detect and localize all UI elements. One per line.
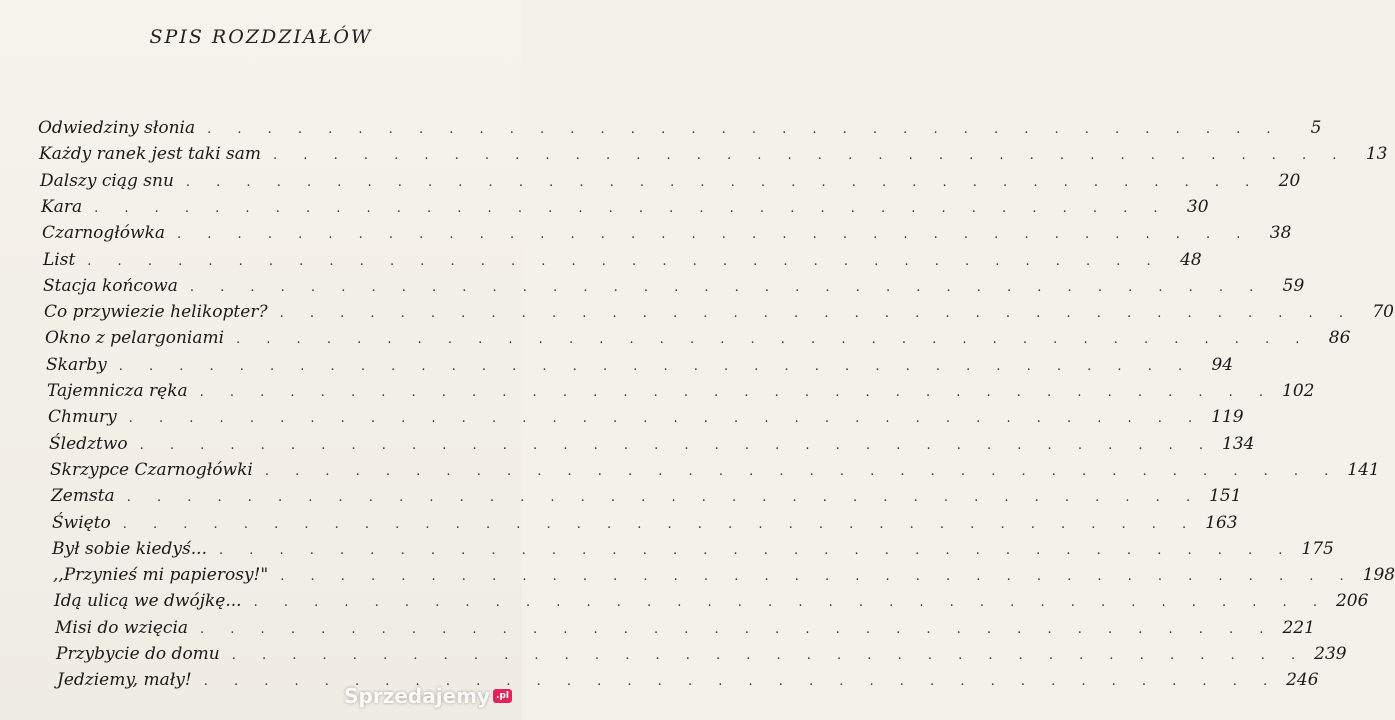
toc-leader-dots: . . . . . . . . . . . . . . . . . . . . . . . . . . . . . . . . . . . . xyxy=(118,359,1194,374)
toc-entry-page: 48 xyxy=(1180,250,1202,270)
toc-leader-dots: . . . . . . . . . . . . . . . . . . . . . . . . . . . . . . . . . . . . xyxy=(139,438,1215,453)
toc-entry xyxy=(45,325,1351,351)
toc-leader-dots: . . . . . . . . . . . . . . . . . . . . . . . . . . . . . . . . . . . . xyxy=(189,280,1265,295)
toc-entry-page: 221 xyxy=(1282,618,1315,638)
toc-entry-page: 86 xyxy=(1328,328,1351,348)
toc-entry xyxy=(39,141,1388,167)
toc-leader-dots: . . . . . . . . . . . . . . . . . . . . . . . . . . . . . . . . . . . . xyxy=(207,122,1282,137)
toc-entry-page: 246 xyxy=(1286,670,1319,690)
watermark-text: Sprzedajemy xyxy=(344,684,491,708)
toc-entry xyxy=(47,378,1315,404)
toc-entry-title: Tajemnicza ręka xyxy=(47,381,188,401)
table-of-contents xyxy=(0,115,1395,695)
toc-leader-dots: . . . . . . . . . . . . . . . . . . . . . . . . . . . . . . . . . . . . xyxy=(231,648,1307,663)
toc-entry xyxy=(49,431,1255,457)
toc-entry-title: Misi do wzięcia xyxy=(55,618,189,638)
toc-leader-dots: . . . . . . . . . . . . . . . . . . . . . . . . . . . . . . . . . . . . xyxy=(122,517,1198,532)
toc-entry-title: Idą ulicą we dwójkę... xyxy=(54,591,242,611)
toc-entry xyxy=(52,536,1334,562)
toc-entry xyxy=(50,457,1380,483)
toc-entry-title: Jedziemy, mały! xyxy=(57,670,192,690)
toc-entry-title: Zemsta xyxy=(51,486,115,506)
toc-leader-dots: . . . . . . . . . . . . . . . . . . . . . . . . . . . . . . . . . . . . xyxy=(177,227,1252,242)
toc-entry-title: Dalszy ciąg snu xyxy=(40,171,174,191)
toc-entry xyxy=(51,483,1242,509)
toc-entry-title: Stacja końcowa xyxy=(43,276,178,296)
toc-entry xyxy=(40,168,1301,194)
toc-leader-dots: . . . . . . . . . . . . . . . . . . . . . . . . . . . . . . . . . . . . xyxy=(199,385,1275,400)
toc-entry xyxy=(56,641,1347,667)
toc-entry-page: 239 xyxy=(1314,644,1347,664)
toc-entry-page: 151 xyxy=(1209,486,1242,506)
toc-entry-page: 102 xyxy=(1282,381,1315,401)
toc-entry xyxy=(55,615,1315,641)
toc-entry xyxy=(54,588,1369,614)
toc-leader-dots: . . . . . . . . . . . . . . . . . . . . . . . . . . . . . . . . . . . . xyxy=(185,175,1261,190)
toc-entry xyxy=(53,562,1395,588)
toc-entry-page: 59 xyxy=(1282,276,1305,296)
toc-leader-dots: . . . . . . . . . . . . . . . . . . . . . . . . . . . . . . . . . . . . xyxy=(128,411,1204,426)
toc-entry-page: 5 xyxy=(1310,118,1322,138)
toc-entry-page: 141 xyxy=(1347,460,1380,480)
toc-entry-page: 20 xyxy=(1278,171,1301,191)
toc-entry-title: Co przywiezie helikopter? xyxy=(44,302,268,322)
toc-entry-page: 119 xyxy=(1211,407,1244,427)
toc-leader-dots: . . . . . . . . . . . . . . . . . . . . . . . . . . . . . . . . . . . . xyxy=(264,464,1340,479)
toc-entry-title: Chmury xyxy=(48,407,117,427)
toc-entry-title: ,,Przynieś mi papierosy!" xyxy=(53,565,269,585)
toc-entry-title: Śledztwo xyxy=(49,434,128,454)
toc-entry-title: Skrzypce Czarnogłówki xyxy=(50,460,253,480)
toc-entry xyxy=(38,115,1322,141)
toc-entry xyxy=(43,247,1202,273)
toc-leader-dots: . . . . . . . . . . . . . . . . . . . . . . . . . . . . . . . . . . . . xyxy=(236,332,1311,347)
toc-entry xyxy=(48,404,1244,430)
toc-entry-title: Czarnogłówka xyxy=(42,223,166,243)
toc-entry-page: 13 xyxy=(1365,144,1388,164)
toc-entry xyxy=(41,194,1209,220)
toc-leader-dots: . . . . . . . . . . . . . . . . . . . . . . . . . . . . . . . . . . . . xyxy=(273,148,1348,163)
toc-entry-title: Skarby xyxy=(46,355,107,375)
watermark xyxy=(344,684,512,708)
toc-entry-title: Kara xyxy=(41,197,83,217)
toc-leader-dots: . . . . . . . . . . . . . . . . . . . . . . . . . . . . . . . . . . . . xyxy=(200,622,1275,637)
toc-entry xyxy=(44,299,1394,325)
toc-leader-dots: . . . . . . . . . . . . . . . . . . . . . . . . . . . . . . . . . . . . xyxy=(94,201,1169,216)
page-title: SPIS ROZDZIAŁÓW xyxy=(149,26,373,48)
toc-entry-title: Święto xyxy=(52,513,111,533)
toc-entry-page: 175 xyxy=(1301,539,1334,559)
toc-entry-page: 134 xyxy=(1222,434,1255,454)
toc-entry xyxy=(43,273,1305,299)
toc-leader-dots: . . . . . . . . . . . . . . . . . . . . . . . . . . . . . . . . . . . . xyxy=(203,674,1279,689)
toc-entry-page: 94 xyxy=(1211,355,1234,375)
toc-entry xyxy=(52,510,1238,536)
toc-entry-page: 70 xyxy=(1372,302,1394,322)
toc-entry-page: 30 xyxy=(1186,197,1209,217)
toc-entry-page: 38 xyxy=(1269,223,1292,243)
toc-entry-title: Każdy ranek jest taki sam xyxy=(39,144,262,164)
toc-entry-title: Okno z pelargoniami xyxy=(45,328,225,348)
toc-entry-title: Odwiedziny słonia xyxy=(38,118,196,138)
toc-leader-dots: . . . . . . . . . . . . . . . . . . . . . . . . . . . . . . . . . . . . xyxy=(279,306,1354,321)
watermark-suffix: .pl xyxy=(493,689,512,703)
toc-leader-dots: . . . . . . . . . . . . . . . . . . . . . . . . . . . . . . . . . . . . xyxy=(126,490,1202,505)
toc-entry-page: 198 xyxy=(1362,565,1395,585)
toc-entry xyxy=(42,220,1292,246)
toc-entry-page: 163 xyxy=(1205,513,1238,533)
toc-entry-title: List xyxy=(43,250,76,270)
toc-leader-dots: . . . . . . . . . . . . . . . . . . . . . . . . . . . . . . . . . . . . xyxy=(253,595,1328,610)
toc-entry xyxy=(46,352,1234,378)
toc-leader-dots: . . . . . . . . . . . . . . . . . . . . . . . . . . . . . . . . . . . . xyxy=(218,543,1294,558)
toc-entry-title: Przybycie do domu xyxy=(56,644,220,664)
toc-entry-page: 206 xyxy=(1335,591,1369,611)
toc-leader-dots: . . . . . . . . . . . . . . . . . . . . . . . . . . . . . . . . . . . . xyxy=(280,569,1355,584)
toc-entry-title: Był sobie kiedyś... xyxy=(52,539,207,559)
toc-leader-dots: . . . . . . . . . . . . . . . . . . . . . . . . . . . . . . . . . . . . xyxy=(87,254,1162,269)
